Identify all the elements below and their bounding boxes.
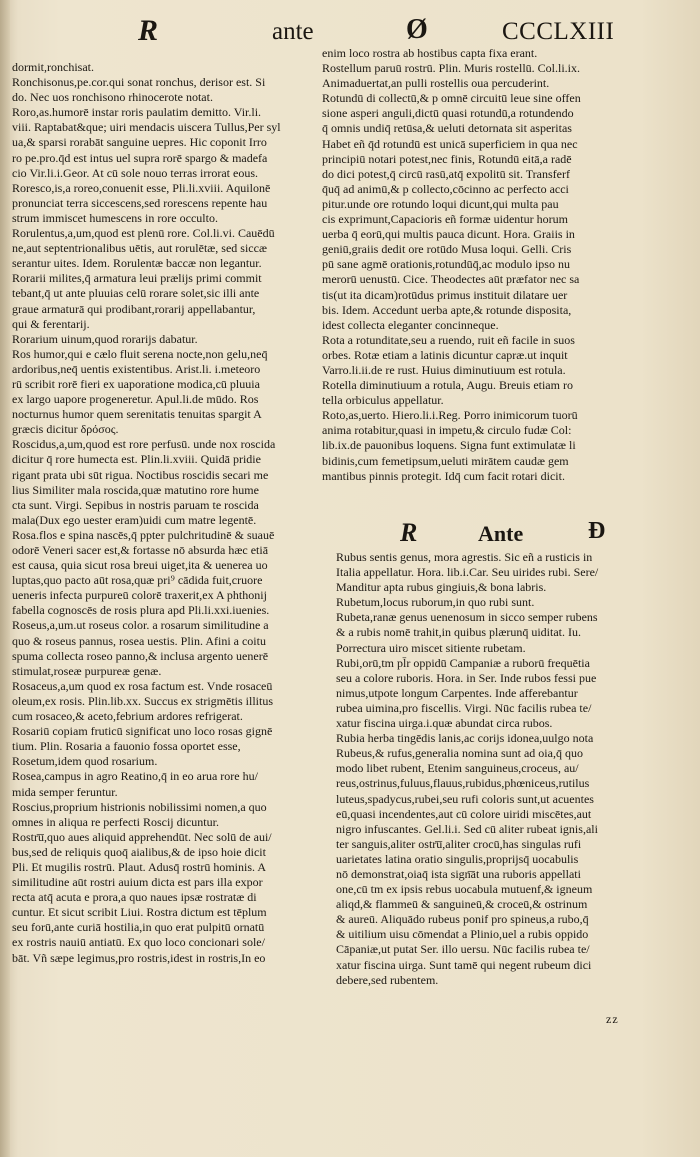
text-line: ex rostris nauiū antiatū. Ex quo loco concionari sole/ (12, 935, 265, 950)
text-line: tebant,q̄ ut ante pluuias celū rorare solet,sic illi ante (12, 286, 260, 301)
text-line: Rorarium uinum,quod rorarijs dabatur. (12, 331, 198, 346)
text-line: eū,quasi incendentes,aut cū colore uiridi miscētes,aut (336, 806, 592, 821)
text-line: Roseus,a,um.ut roseus color. a rosarum similitudine a (12, 618, 269, 633)
text-line: Rosa.flos e spina nascēs,q̄ ppter pulchritudinē & suauē (12, 527, 275, 542)
text-line: & a rubis nomē trahit,in quibus plærunq̄ uiditat. Iu. (336, 625, 581, 640)
text-line: xatur fiscina uirga. Sunt tamē qui negent rubeum dici (336, 957, 592, 972)
text-line: strum immiscet humescens in rore occulto. (12, 210, 218, 225)
binding-gutter (0, 0, 10, 1157)
text-line: ueneris infecta purpureū colorē traxerit,ex A phthonij (12, 588, 267, 603)
text-line: cum rosaceo,& aceto,febrium ardores refrigerat. (12, 709, 243, 724)
left-column (12, 60, 308, 966)
text-line: Roscius,proprium histrionis nobilissimi nomen,a quo (12, 799, 267, 814)
text-line: Rota a rotunditate,seu a ruendo, ruit eñ facile in suos (322, 332, 575, 347)
text-line: recta atq̄ acuta e prora,a quo naues ipsæ rostratæ di (12, 890, 257, 905)
text-line: Animaduertat,an pulli rostellis oua percuderint. (322, 76, 550, 91)
text-line: tella orbiculus appellatur. (322, 393, 444, 408)
text-line: bidinis,cum femetipsum,ueluti mirātem caudæ gem (322, 453, 569, 468)
text-line: Varro.li.ii.de re rust. Huius diminutiuum est rotula. (322, 362, 566, 377)
text-line: fabella cognoscēs de rosis plura apd Pli.li.xxi.iuenies. (12, 603, 270, 618)
text-line: nō demonstrat,oiaq̄ ista sign͞at una ruboris appellati (336, 866, 581, 881)
text-line: Porrectura uiro miscet sitiente rubetam. (336, 640, 526, 655)
text-line: do. Nec uos ronchisono rhinocerote notat. (12, 90, 213, 105)
text-line: dicitur q̄ rore humecta est. Plin.li.xviii. Quidā pridie (12, 452, 261, 467)
text-line: bāt. Vñ sæpe legimus,pro rostris,idest in rostris,In eo (12, 950, 266, 965)
text-line: bis. Idem. Accedunt uerba apte,& rotunde disposita, (322, 302, 572, 317)
text-line: cis exprimunt,Capacioris eñ formæ uidentur horum (322, 212, 568, 227)
text-line: Rosariū copiam fruticū significat uno loco rosas gignē (12, 724, 273, 739)
text-line: est causa, quia sicut rosa breui uiget,ita & uenerea uo (12, 558, 268, 573)
text-line: mantibus pinnis protegit. Idq̄ cum facit rotari dicit. (322, 468, 565, 483)
text-line: & aureū. Aliquādo rubeus ponif pro spineus,a rubo,q̄ (336, 912, 589, 927)
folio-number: CCCLXIII (502, 18, 615, 45)
text-line: cio Vir.li.i.Geor. At cū sole nouo terras irrorat eous. (12, 165, 259, 180)
text-line: pū sane agmē orationis,rotundūq̄,ac modulo ipso nu (322, 257, 570, 272)
text-line: Rotella diminutiuum a rotula, Augu. Breuis etiam ro (322, 378, 573, 393)
text-line: Rorulentus,a,um,quod est plenū rore. Col.li.vi. Cauēdū (12, 226, 275, 241)
text-line: rubea uimina,pro fiscellis. Virgi. Nūc facilis rubea te/ (336, 700, 592, 715)
section-heading (400, 518, 630, 548)
right-column (322, 46, 644, 484)
text-line: do dici potest,q̄ circū rasū,atq̄ expolitū sit. Transferf (322, 166, 570, 181)
text-line: Rorarii milites,q̄ armatura leui prælijs primi commit (12, 271, 262, 286)
text-line: Manditur apta rubus gingiuis,& bona labris. (336, 580, 547, 595)
text-line: debere,sed rubentem. (336, 972, 439, 987)
text-line: bus,sed de reliquis quoq̄ aialibus,& de ipso hoie dicit (12, 844, 266, 859)
text-line: Rubi,orū,tm pl̄r oppidū Campaniæ a ruborū frequētia (336, 655, 590, 670)
text-line: Habet eñ q̄d rotundū est unicā superficiem in qua nec (322, 136, 578, 151)
section-heading-word: Ante (478, 521, 524, 546)
text-line: uerba q̄ eorū,qui multis pauca dicunt. Hora. Graiis in (322, 227, 575, 242)
section-heading-mark: Ð (588, 518, 606, 544)
text-line: lius Similiter mala roscida,quæ matutino rore hume (12, 482, 259, 497)
text-line: q̄uq̄ ad animū,& p collecto,cōcinno ac perfecto acci (322, 181, 569, 196)
text-line: Roro,as.humorē instar roris paulatim demitto. Vir.li. (12, 105, 262, 120)
text-line: Rostr͞u,quo aues aliquid apprehendūt. Nec solū de aui/ (12, 829, 272, 844)
text-line: q̄ omnis undiq̄ retūsa,& ueluti detornata sit asperitas (322, 121, 572, 136)
text-line: merorū uenustū. Cice. Theodectes aūt præfator nec sa (322, 272, 580, 287)
text-line: qui & ferentarij. (12, 316, 90, 331)
text-line: Rostellum paruū rostrū. Plin. Muris rostellū. Col.li.ix. (322, 61, 580, 76)
text-line: one,cū tm ex ipsis rebus uocabula mutuenf,& igneum (336, 882, 593, 897)
text-line: graue armaturā qui prodibant,rorarij appellabantur, (12, 301, 256, 316)
text-line: geniū,graiis dedit ore rotūdo Musa loqui. Gelli. Cris (322, 242, 572, 257)
text-line: nimus,utpote longum Carpentes. Inde afferebantur (336, 685, 578, 700)
text-line: uarietates latina oratio singulis,proprijsq̄ uocabulis (336, 851, 579, 866)
text-line: Pli. Et mugilis rostrū. Plaut. Adusq̄ rostrū hominis. A (12, 859, 267, 874)
text-line: rigant prata ubi sūt rigua. Noctibus roscidis secari me (12, 467, 269, 482)
text-line: mala(Dux ego uester eram)uidi cum matre legentē. (12, 512, 257, 527)
text-line: Roresco,is,a roreo,conuenit esse, Pli.li.xviii. Aquilonē (12, 180, 271, 195)
text-line: quo & roseus pannus, rosea uestis. Plin. Afini a coitu (12, 633, 266, 648)
text-line: anima rotabitur,quasi in impetu,& circulo fudæ Col: (322, 423, 572, 438)
text-line: Rubeus,& rufus,generalia nomina sunt ad oia,q̄ quo (336, 746, 583, 761)
right-column-lower (336, 550, 644, 988)
text-line: ardoribus,neq̄ uentis existentibus. Arist.li. i.meteoro (12, 361, 261, 376)
text-line: Rubetum,locus ruborum,in quo rubi sunt. (336, 595, 535, 610)
text-line: Rotundū di collectū,& p omnē circuitū leue sine offen (322, 91, 581, 106)
text-line: aliqd,& flammeū & sanguineū,& croceū,& ostrinum (336, 897, 588, 912)
text-line: seu forū,ante curiā hostilia,in quo erat pulpitū ornatū (12, 920, 265, 935)
text-line: ter sanguis,aliter ostr͞u,aliter crocū,has singulas rufi (336, 836, 582, 851)
text-line: sione asperi anguli,dictū quasi rotundū,a rotundendo (322, 106, 574, 121)
text-line: pitur.unde ore rotundo loqui dicunt,qui multa pau (322, 196, 559, 211)
text-line: modo libet rubent, Etenim sanguineus,croceus, au/ (336, 761, 579, 776)
text-line: luteus,spadycus,rubei,seu rufi coloris sunt,ut acuentes (336, 791, 594, 806)
text-line: tium. Plin. Rosaria a fauonio fossa oportet esse, (12, 739, 241, 754)
text-line: tis(ut ita dicam)rotūdus primus instituit dilatare uer (322, 287, 568, 302)
text-line: Rosaceus,a,um quod ex rosa factum est. Vnde rosaceū (12, 678, 273, 693)
text-line: lib.ix.de pauonibus loquens. Signa funt extimulatæ li (322, 438, 576, 453)
text-line: seu a colore ruboris. Hora. in Ser. Inde rubos fessi pue (336, 670, 597, 685)
text-line: ne,aut septentrionalibus uētis, aut rorulētæ, sed siccæ (12, 241, 267, 256)
signature-mark: zz (606, 1012, 619, 1026)
text-line: oleum,ex rosis. Plin.lib.xx. Succus ex strigmētis illitus (12, 693, 273, 708)
text-line: Rubia herba tingēdis lanis,ac corijs idonea,uulgo nota (336, 731, 594, 746)
text-line: nigro infuscantes. Gel.li.i. Sed cū aliter rubeat ignis,ali (336, 821, 598, 836)
text-line: omnes in aliqua re perfecti Roscij dicuntur. (12, 814, 219, 829)
text-line: luptas,quo pacto aūt rosa,quæ pri⁹ cādida fuit,cruore (12, 573, 263, 588)
text-line: reus,ostrinus,fuluus,flauus,rubidus,phœniceus,rutilus (336, 776, 590, 791)
text-line: Rubeta,ranæ genus uenenosum in sicco semper rubens (336, 610, 598, 625)
header-section-letter: R (138, 14, 159, 47)
text-line: Rosea,campus in agro Reatino,q̄ in eo arua rore hu/ (12, 769, 258, 784)
header-mark: Ø (406, 14, 428, 45)
text-line: Rubus sentis genus, mora agrestis. Sic eñ a rusticis in (336, 550, 593, 564)
text-line: Roto,as,uerto. Hiero.li.i.Reg. Porro inimicorum tuorū (322, 408, 578, 423)
text-line: rū scribit rorē fieri ex uaporatione modica,cū pluuia (12, 376, 260, 391)
text-line: græcis dicitur δρόσος. (12, 422, 119, 437)
text-line: dormit,ronchisat. (12, 60, 94, 74)
text-line: orbes. Rotæ etiam a latinis dicuntur capræ.ut inquit (322, 347, 568, 362)
text-line: enim loco rostra ab hostibus capta fixa erant. (322, 46, 538, 60)
section-heading-letter: R (400, 518, 418, 547)
text-line: nocturnus humor quem serenitatis tenuitas spargit A (12, 407, 262, 422)
text-line: principiū notari potest,nec finis, Rotundū eitā,a radē (322, 151, 572, 166)
text-line: stimulat,roseæ purpureæ genæ. (12, 663, 162, 678)
text-line: mida semper feruntur. (12, 784, 118, 799)
text-line: & uitilium uisu cōmendat a Plinio,uel a rubis oppido (336, 927, 589, 942)
text-line: odorē Veneri sacer est,& fortasse nō absurda hæc etiā (12, 543, 269, 557)
text-line: cuntur. Et sicut scribit Liui. Rostra dictum est tēplum (12, 905, 267, 920)
text-line: Ronchisonus,pe.cor.qui sonat ronchus, derisor est. Si (12, 75, 266, 90)
text-line: Ros humor,qui e cælo fluit serena nocte,non gelu,neq̄ (12, 346, 268, 361)
text-line: ro pe.pro.q̄d est intus uel supra rorē spargo & madefa (12, 150, 268, 165)
text-line: Cāpaniæ,ut putat Ser. illo uersu. Nūc facilis rubea te/ (336, 942, 590, 957)
text-line: Rosetum,idem quod rosarium. (12, 754, 158, 769)
text-line: cta sunt. Virgi. Sepibus in nostris paruam te roscida (12, 497, 259, 512)
text-line: spuma collecta roseo panno,& inclusa argento uenerē (12, 648, 269, 663)
text-line: viii. Raptabat&que; uiri mendacis uiscera Tullus,Per syl (12, 120, 281, 135)
running-header (120, 14, 640, 50)
text-line: similitudine aūt rostri auium dicta est pars illa expor (12, 875, 263, 890)
text-line: xatur fiscina uirga.i.quæ abundat circa rubos. (336, 716, 553, 731)
text-line: Roscidus,a,um,quod est rore perfusū. unde nox roscida (12, 437, 276, 452)
text-line: pronunciat terra siccescens,sed rorescens repente hau (12, 195, 268, 210)
text-line: ua,& sparsi rorabāt sanguine uepres. Hic coponit Irro (12, 135, 267, 150)
text-line: serantur uites. Idem. Rorulentæ baccæ non legantur. (12, 256, 262, 271)
text-line: Italia appellatur. Hora. lib.i.Car. Seu uirides rubi. Sere/ (336, 565, 599, 580)
text-line: ex largo uapore progeneretur. Apul.li.de mūdo. Ros (12, 392, 259, 407)
header-section-word: ante (272, 18, 314, 45)
text-line: idest collecta eleganter concinneque. (322, 317, 499, 332)
